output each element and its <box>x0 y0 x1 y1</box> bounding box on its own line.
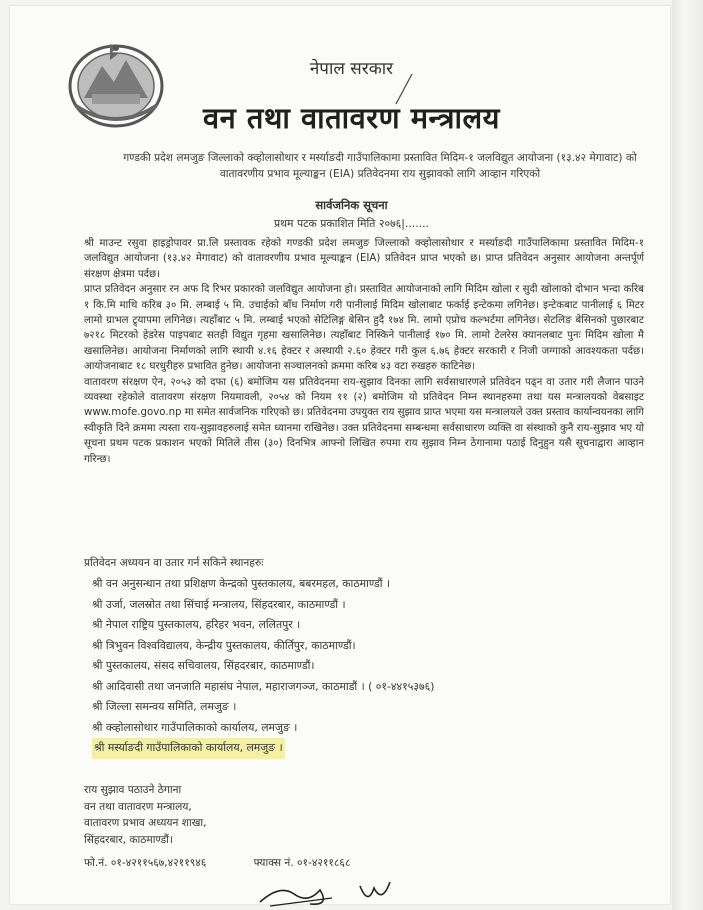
submission-address <box>84 782 206 848</box>
list-item: श्री वन अनुसन्धान तथा प्रशिक्षण केन्द्रको पुस्तकालय, बबरमहल, काठमाण्डौं । <box>92 577 391 590</box>
pen-mark-icon <box>390 68 420 108</box>
signature-icon <box>250 876 440 910</box>
notice-intro: गण्डकी प्रदेश लमजुङ जिल्लाको क्व्होलासोथार र मर्स्याङदी गाउँपालिकामा प्रस्तावित मिदिम-१ जलविद्युत आयोजना (१३.४२ मेगावाट) को वातावरणीय प्रभाव मूल्याङ्कन (EIA) प्रतिवेदनमा राय सुझावको लागि आव्हान गरिएको <box>123 152 637 180</box>
list-item: श्री पुस्तकालय, संसद सचिवालय, सिंहदरबार, काठमाण्डौं। <box>92 659 315 672</box>
address-line: वन तथा वातावरण मन्त्रालय, <box>84 800 192 813</box>
address-line: वातावरण प्रभाव अध्ययन शाखा, <box>84 817 207 829</box>
list-item: श्री त्रिभुवन विश्वविद्यालय, केन्द्रीय पुस्तकालय, कीर्तिपुर, काठमाण्डौं। <box>92 638 356 652</box>
paragraph-project-details: प्राप्त प्रतिवेदन अनुसार रन अफ दि रिभर प्रकारको जलविद्युत आयोजना हो। प्रस्तावित आयोजनाको लागि मिदिम खोला र सुदी खोलाको दोभान भन्दा करिब १ कि.मि माथि करिब ३० मि. लम्बाई ५ मि. उचाईको बाँध निर्माण गरी पानीलाई मिदिम खोलाबाट फर्काई इन्टेकमा लगिनेछ। इन्टेकबाट पानीलाई ६ मिटर लामो ग्राभल ट्र्यापमा लगिनेछ। त्यहाँबाट ५ मि. लम्बाई भएको सेटिलिङ्ग बेसिन हुदै १७४ मि. लामो एप्रोच कल्भर्टमा लगिनेछ। सेटलिङ बेसिनको पुछारबाट ७२१८ मिटरको हेडरेस पाइपबाट सतही विद्युत गृहमा खसालिनेछ। त्यहाँबाट निस्किने पानीलाई १७० मि. लामो टेलरेस क्यानलबाट पुनः मिदिम खोला मै खसालिनेछ। आयोजना निर्माणको लागि स्थायी ४.१६ हेक्टर र अस्थायी २.६० हेक्टर गरी कुल ६.७६ हेक्टर सरकारी र निजी जग्गाको आवश्यकता पर्दछ। आयोजनाबाट १८ घरधुरीहरु प्रभावित हुनेछ। आयोजना सञ्चालनको क्रममा करिब ४३ वटा रुखहरु काटिनेछ। <box>84 284 644 373</box>
list-item: श्री आदिवासी तथा जनजाति महासंघ नेपाल, महाराजगञ्ज, काठमाडौं । ( ०१-४४१५३७६) <box>92 679 435 693</box>
notice-title: सार्वजनिक सूचना <box>315 198 388 212</box>
government-name: नेपाल सरकार <box>309 59 394 79</box>
list-item: श्री नेपाल राष्ट्रिय पुस्तकालय, हरिहर भवन, ललितपुर । <box>92 618 301 631</box>
address-line: सिंहदरबार, काठमाण्डौं। <box>84 833 173 846</box>
locations-list <box>92 574 434 759</box>
phone-number: फो.नं. ०१-४२११५६७,४२११९४६ <box>84 857 207 869</box>
list-item-highlighted: श्री मर्स्याङदी गाउँपालिकाको कार्यालय, लमजुङ । <box>92 738 285 759</box>
list-item: श्री उर्जा, जलस्रोत तथा सिंचाई मन्त्रालय, सिंहदरबार, काठमाण्डौं । <box>92 597 346 611</box>
locations-heading: प्रतिवेदन अध्ययन वा उतार गर्न सकिने स्थानहरुः <box>84 557 264 569</box>
contact-numbers <box>84 856 394 870</box>
list-item: श्री जिल्ला समन्वय समिति, लमजुङ । <box>92 700 237 713</box>
address-heading: राय सुझाव पठाउने ठेगाना <box>84 784 182 796</box>
fax-number: फ्याक्स नं. ०१-४२११८६८ <box>253 857 351 869</box>
paragraph-legal-provision: वातावरण संरक्षण ऐन, २०५३ को दफा (६) बमोजिम यस प्रतिवेदनमा राय-सुझाव दिनका लागि सर्वसाधारणले प्रतिवेदन पढ्न वा उतार गरी लैजान पाउने व्यवस्था रहेकोले वातावरण संरक्षण नियमावली, २०५४ को नियम ११ (२) बमोजिम यो प्रतिवेदन निम्न स्थानहरुमा तथा यस मन्त्रालयको वेबसाइट www.mofe.govo.np मा समेत सार्वजनिक गरिएको छ। प्रतिवेदनमा उपयुक्त राय सुझाव प्राप्त भएमा यस मन्त्रालयले उक्त प्रस्ताव कार्यान्वयनका लागि स्वीकृति दिने क्रममा त्यस्ता राय-सुझावहरुलाई समेत ध्यानमा राखिनेछ। उक्त प्रतिवेदनमा सम्बन्धमा सर्वसाधारण व्यक्ति वा संस्थाको कुनै राय-सुझाव भए यो सूचना प्रथम पटक प्रकाशन भएको मितिले तीस (३०) दिनभित्र आफ्नो लिखित रुपमा राय सुझाव निम्न ठेगानामा पठाई दिनुहुन यसै सूचनाद्वारा आव्हान गरिन्छ। <box>84 376 644 465</box>
paragraph-proponent: श्री माउन्ट रसुवा हाइड्रोपावर प्रा.लि प्रस्तावक रहेको गण्डकी प्रदेश लमजुङ जिल्लाको क्व्होलासोथार र मर्स्याङदी गाउँपालिकामा प्रस्तावित मिदिम-१ जलविद्युत आयोजना (१३.४२ मेगावाट) को वातावरणीय प्रभाव मूल्याङ्कन (EIA) प्रतिवेदन प्राप्त भएको छ। प्राप्त प्रतिवेदन अनुसार आयोजना अन्तर्पूर्ण संरक्षण क्षेत्रमा पर्दछ। <box>84 238 644 280</box>
ministry-title: वन तथा वातावरण मन्त्रालय <box>203 101 500 135</box>
list-item: श्री क्व्होलासोथार गाउँपालिकाको कार्यालय, लमजुङ । <box>92 720 298 734</box>
publication-date: प्रथम पटक प्रकाशित मिति २०७६|....... <box>274 217 429 230</box>
notice-body <box>84 236 644 467</box>
